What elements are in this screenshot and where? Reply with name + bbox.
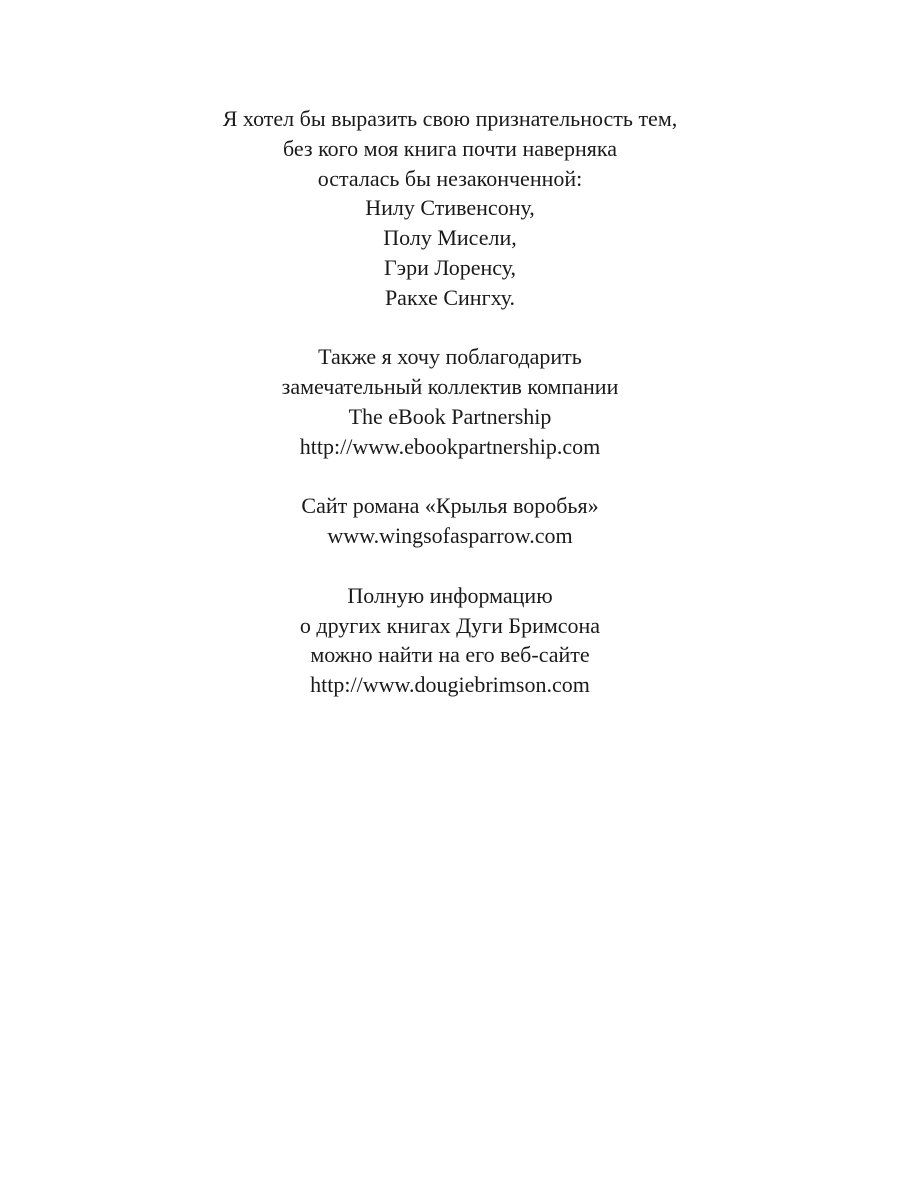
- author-info-line: можно найти на его веб-сайте: [310, 642, 590, 668]
- thanks-team-line: Также я хочу поблагодарить: [318, 344, 582, 370]
- acknowledgment-line: Я хотел бы выразить свою признательность тем,: [222, 106, 678, 131]
- author-info-line: Полную информацию: [347, 582, 553, 608]
- thanked-person-miseli: Полу Мисели,: [383, 225, 517, 251]
- thanks-team-line: замечательный коллектив компании: [281, 374, 619, 400]
- thanked-person-lawrence: Гэри Лоренсу,: [383, 254, 517, 280]
- acknowledgments-block: [0, 104, 900, 313]
- thanked-person-stevenson: Нилу Стивенсону,: [365, 195, 535, 221]
- acknowledgment-line: без кого моя книга почти наверняка: [282, 135, 618, 161]
- acknowledgments-page: [0, 104, 900, 730]
- novel-site-label: Сайт романа «Крылья воробья»: [301, 493, 599, 519]
- author-site-url: http://www.dougiebrimson.com: [310, 672, 590, 698]
- author-info-line: о других книгах Дуги Бримсона: [299, 612, 601, 638]
- novel-site-url: www.wingsofasparrow.com: [327, 523, 573, 549]
- novel-site-block: [0, 491, 900, 551]
- company-name: The eBook Partnership: [348, 403, 552, 429]
- company-url: http://www.ebookpartnership.com: [299, 433, 601, 459]
- author-info-block: [0, 581, 900, 700]
- thanks-team-block: [0, 342, 900, 461]
- thanked-person-singh: Ракхе Сингху.: [384, 284, 516, 310]
- acknowledgment-line: осталась бы незаконченной:: [317, 165, 583, 191]
